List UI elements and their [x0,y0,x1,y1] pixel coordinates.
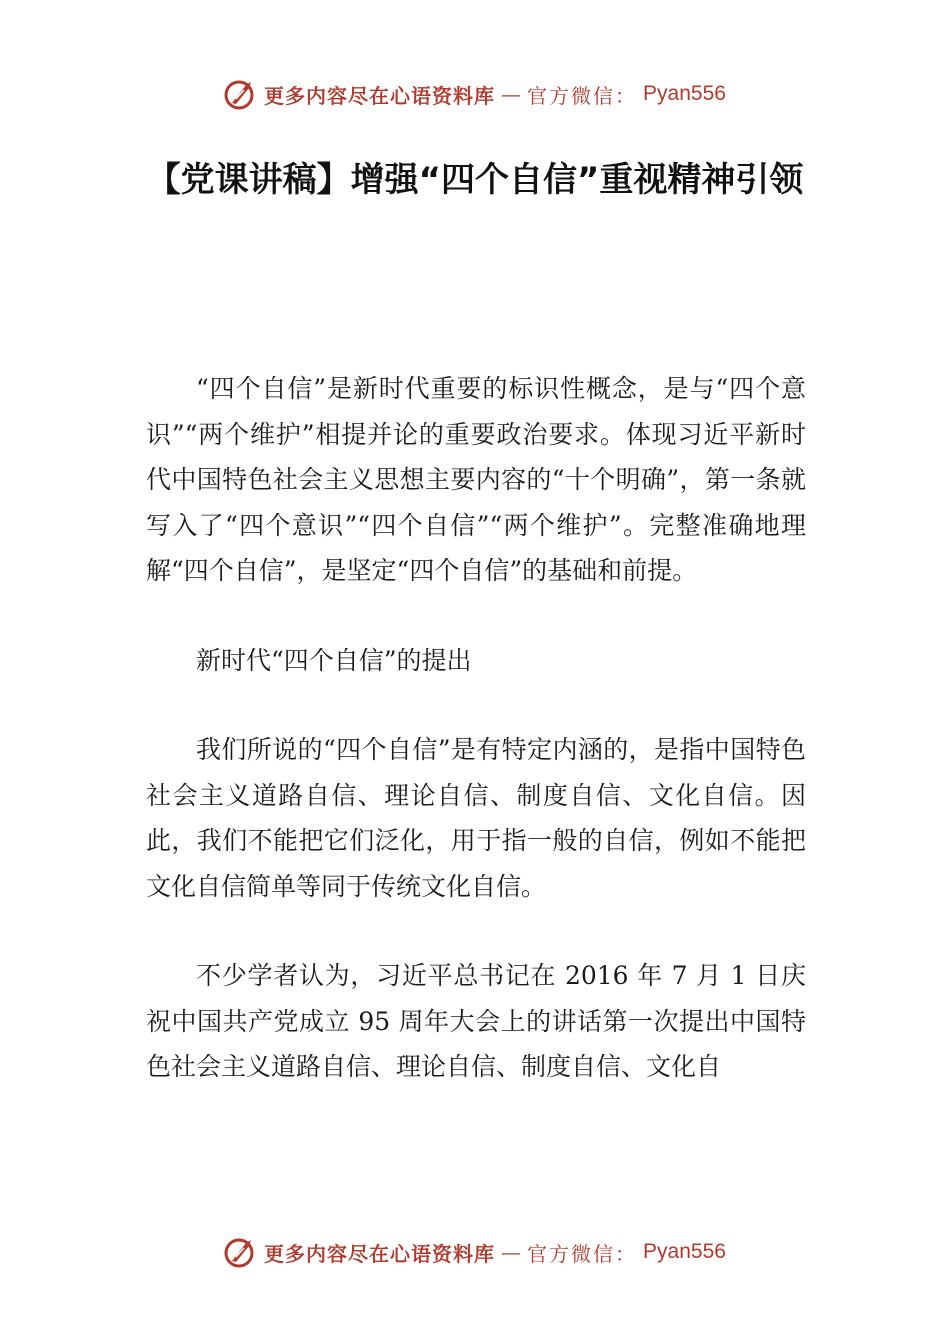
quill-circle-icon [224,1235,258,1269]
paragraph-definition: 我们所说的“四个自信”是有特定内涵的，是指中国特色社会主义道路自信、理论自信、制度自信、文化自信。因此，我们不能把它们泛化，用于指一般的自信，例如不能把文化自信简单等同于传统文化自信。 [146,735,806,901]
footer-wechat-id: Pyan556 [643,1240,726,1263]
section-heading: 新时代“四个自信”的提出 [196,645,472,675]
header-wechat-label: 官方微信： [527,83,638,108]
footer-separator: — [501,1240,522,1264]
footer-banner [0,1232,950,1272]
header-banner [0,74,950,114]
quill-circle-icon [224,77,258,111]
document-title: 【党课讲稿】增强“四个自信”重视精神引领 [146,160,804,200]
footer-wechat-label: 官方微信： [527,1241,638,1266]
header-wechat-id: Pyan556 [643,82,726,105]
footer-brand: 更多内容尽在心语资料库 [264,1241,496,1266]
paragraph-intro: “四个自信”是新时代重要的标识性概念，是与“四个意识”“两个维护”相提并论的重要政治要求。体现习近平新时代中国特色社会主义思想主要内容的“十个明确”，第一条就写入了“四个意识”“四个自信”“两个维护”。完整准确地理解“四个自信”，是坚定“四个自信”的基础和前提。 [146,374,806,585]
paragraph-origin: 不少学者认为，习近平总书记在 2016 年 7 月 1 日庆祝中国共产党成立 95 周年大会上的讲话第一次提出中国特色社会主义道路自信、理论自信、制度自信、文化自 [146,961,806,1081]
header-brand: 更多内容尽在心语资料库 [264,83,496,108]
header-separator: — [501,82,522,106]
document-body [146,366,806,1134]
